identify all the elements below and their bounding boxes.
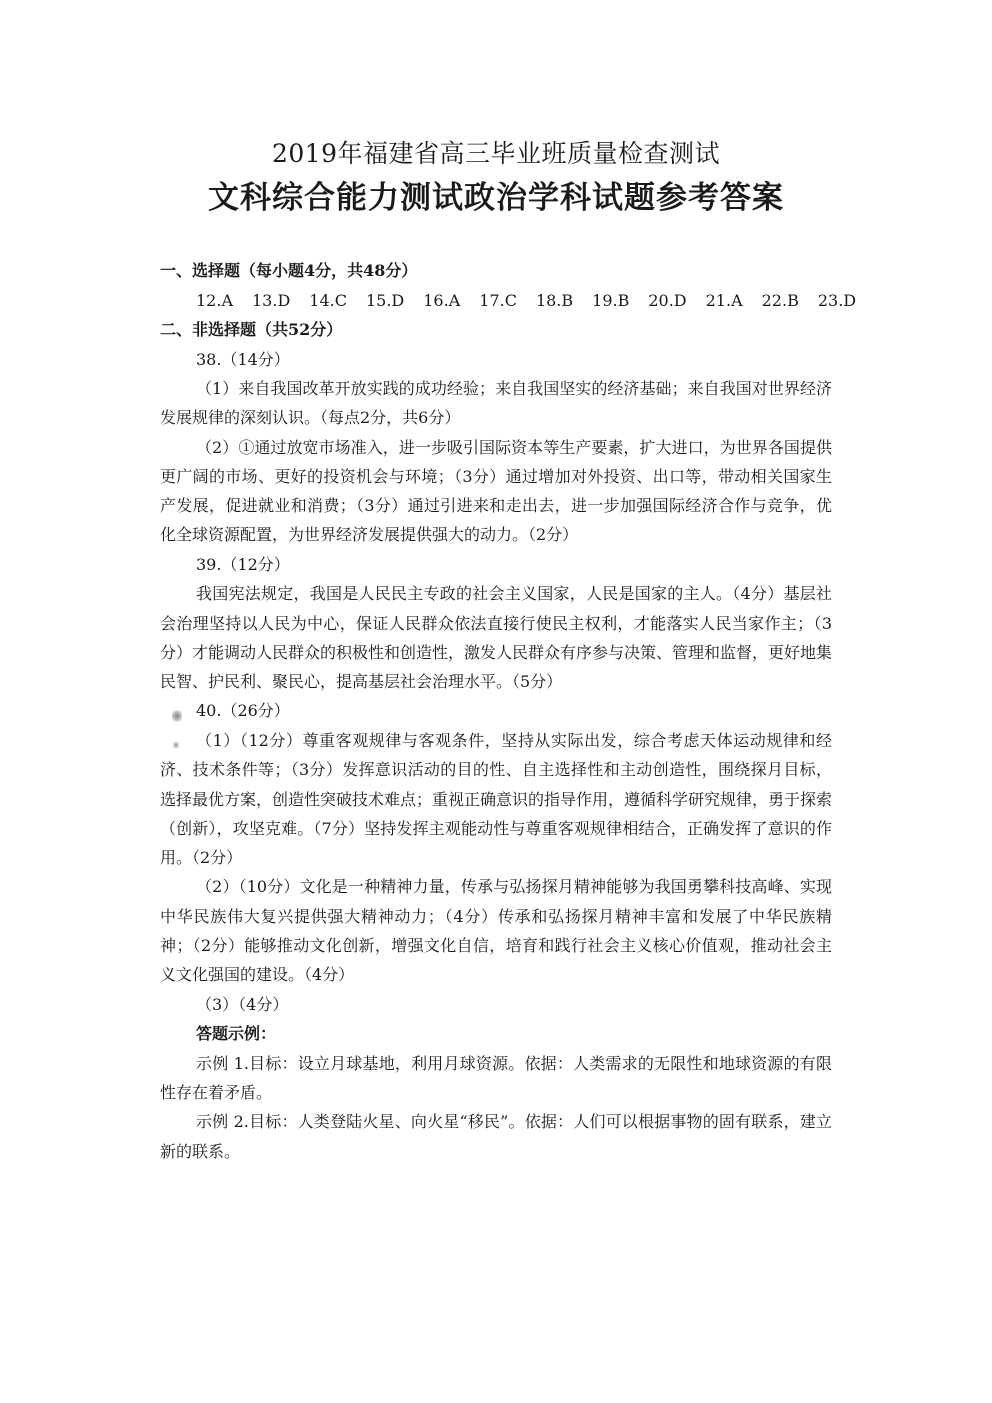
answer-item: 14.C <box>309 290 347 310</box>
answer-item: 22.B <box>761 290 799 310</box>
question-38-part-1: （1）来自我国改革开放实践的成功经验；来自我国坚实的经济基础；来自我国对世界经济发展规律的深刻认识。（每点2分，共6分） <box>160 379 832 428</box>
answer-body <box>160 256 857 1166</box>
section-heading-multiple-choice: 一、选择题（每小题4分，共48分） <box>160 261 418 280</box>
multiple-choice-answers <box>160 286 857 316</box>
answer-item: 12.A <box>196 290 233 310</box>
question-40-part-2: （2）（10分）文化是一种精神力量，传承与弘扬探月精神能够为我国勇攀科技高峰、实现中华民族伟大复兴提供强大精神动力；（4分）传承和弘扬探月精神丰富和发展了中华民族精神；（2分）能够推动文化创新，增强文化自信，培育和践行社会主义核心价值观，推动社会主义文化强国的建设。（4分） <box>160 877 832 985</box>
answer-item: 19.B <box>592 290 630 310</box>
answer-item: 23.D <box>817 290 857 310</box>
question-39-label: 39.（12分） <box>196 554 290 574</box>
answer-item: 18.B <box>535 290 574 310</box>
example-heading: 答题示例： <box>196 1024 277 1044</box>
answer-item: 13.D <box>252 290 291 310</box>
answer-item: 16.A <box>423 290 461 310</box>
answer-item: 20.D <box>648 290 687 310</box>
question-38-label: 38.（14分） <box>196 349 290 369</box>
exam-title: 2019年福建省高三毕业班质量检查测试 <box>271 139 721 168</box>
answer-item: 17.C <box>479 290 517 310</box>
section-heading-open-questions: 二、非选择题（共52分） <box>160 320 343 339</box>
example-1: 示例 1.目标：设立月球基地，利用月球资源。依据：人类需求的无限性和地球资源的有限性存在着矛盾。 <box>160 1053 832 1102</box>
example-2: 示例 2.目标：人类登陆火星、向火星“移民”。依据：人们可以根据事物的固有联系，建立新的联系。 <box>160 1112 832 1161</box>
question-40-part-3-label: （3）（4分） <box>196 994 289 1014</box>
question-38-part-2: （2）①通过放宽市场准入，进一步吸引国际资本等生产要素，扩大进口，为世界各国提供更广阔的市场、更好的投资机会与环境；（3分）通过增加对外投资、出口等，带动相关国家生产发展，促进就业和消费；（3分）通过引进来和走出去，进一步加强国际经济合作与竞争，优化全球资源配置，为世界经济发展提供强大的动力。（2分） <box>160 437 832 545</box>
answer-item: 21.A <box>705 290 743 310</box>
question-40-part-1: （1）（12分）尊重客观规律与客观条件，坚持从实际出发，综合考虑天体运动规律和经济、技术条件等；（3分）发挥意识活动的目的性、自主选择性和主动创造性，围绕探月目标，选择最优方案，创造性突破技术难点；重视正确意识的指导作用，遵循科学研究规律，勇于探索（创新），攻坚克难。（7分）坚持发挥主观能动性与尊重客观规律相结合，正确发挥了意识的作用。（2分） <box>160 730 833 868</box>
answer-item: 15.D <box>365 290 405 310</box>
question-39-answer: 我国宪法规定，我国是人民民主专政的社会主义国家，人民是国家的主人。（4分）基层社会治理坚持以人民为中心，保证人民群众依法直接行使民主权利，才能落实人民当家作主；（3分）才能调动人民群众的积极性和创造性，激发人民群众有序参与决策、管理和监督，更好地集民智、护民利、聚民心，提高基层社会治理水平。（5分） <box>160 584 833 692</box>
document-title: 文科综合能力测试政治学科试题参考答案 <box>208 180 784 216</box>
question-40-label: 40.（26分） <box>196 701 290 721</box>
